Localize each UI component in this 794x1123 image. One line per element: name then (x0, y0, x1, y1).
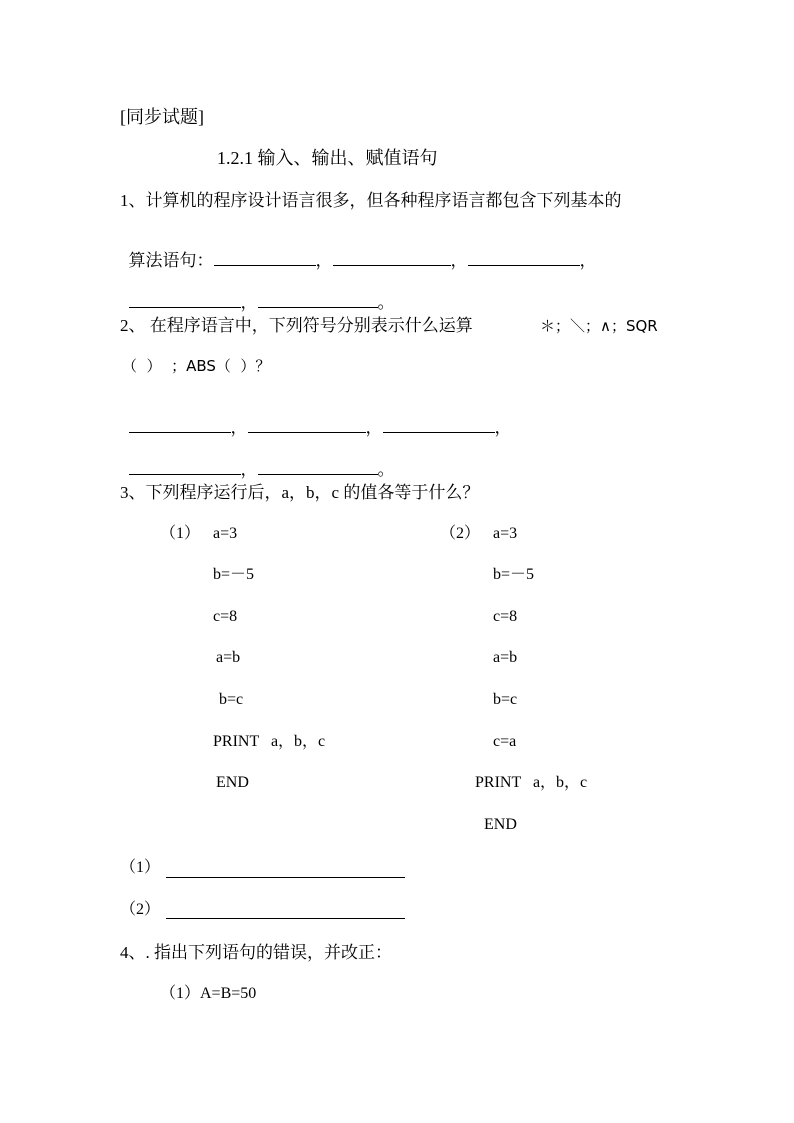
q1-text-line3 (120, 275, 395, 311)
prog1-line: PRINT a，b，c (213, 733, 326, 750)
q1-blank-1[interactable] (214, 250, 316, 266)
answer-2-blank[interactable] (166, 918, 405, 919)
section-tag: [同步试题] (120, 107, 204, 127)
q2-answer-line1 (120, 400, 512, 436)
q3-title: 3、下列程序运行后，a，b，c 的值各等于什么？ (120, 483, 480, 502)
prog2-label: （2） (440, 525, 481, 542)
q1-text-line1: 1、计算机的程序设计语言很多，但各种程序语言都包含下列基本的 (120, 191, 622, 210)
prog2-line: c=a (493, 733, 517, 750)
q2-blank-3[interactable] (383, 417, 495, 433)
q2-blank-5[interactable] (258, 459, 378, 475)
prog1-line: a=3 (213, 525, 238, 542)
q1-comma: ， (579, 251, 597, 270)
page-title: 1.2.1 输入、输出、赋值语句 (217, 148, 438, 168)
q2-blank-4[interactable] (129, 459, 241, 475)
answer-2-label: （2） (120, 901, 161, 918)
q1-text-line2 (120, 233, 597, 269)
q1-blank-5[interactable] (258, 292, 378, 308)
q4-item-1: （1）A=B=50 (160, 985, 257, 1002)
q4-title: 4、. 指出下列语句的错误，并改正： (120, 943, 392, 962)
prog1-label: （1） (160, 525, 201, 542)
q2-answer-line2 (120, 442, 395, 478)
prog2-line: b=－5 (493, 566, 535, 583)
prog1-line: b=c (219, 691, 244, 708)
q1-comma: ， (450, 251, 468, 270)
q1-period: 。 (377, 293, 395, 312)
q2-period: 。 (377, 460, 395, 479)
prog2-line: END (484, 816, 517, 833)
q2-comma: ， (365, 418, 383, 437)
prog2-line: b=c (493, 691, 518, 708)
prog2-line: a=b (493, 649, 518, 666)
q2-comma: ， (494, 418, 512, 437)
q2-symbols: ＊；＼；∧；SQR (540, 317, 658, 335)
prog1-line: b=－5 (213, 566, 255, 583)
q2-blank-2[interactable] (248, 417, 366, 433)
q1-blank-4[interactable] (129, 292, 241, 308)
prog2-line: PRINT a，b，c (475, 774, 588, 791)
q2-text-line1: 2、 在程序语言中，下列符号分别表示什么运算 (120, 316, 473, 335)
q2-comma: ， (230, 418, 248, 437)
q1-comma: ， (315, 251, 333, 270)
prog1-line: a=b (216, 649, 241, 666)
answer-1-label: （1） (120, 859, 161, 876)
q1-blank-3[interactable] (468, 250, 580, 266)
prog2-line: c=8 (493, 608, 518, 625)
prog1-line: c=8 (213, 608, 238, 625)
q1-comma: ， (240, 293, 258, 312)
prog2-line: a=3 (493, 525, 518, 542)
prog1-line: END (216, 774, 249, 791)
answer-1-blank[interactable] (166, 877, 405, 878)
q2-text-line2: （ ） ；ABS（ ）？ (122, 357, 271, 375)
q1-prefix: 算法语句： (128, 251, 214, 270)
q2-blank-1[interactable] (129, 417, 231, 433)
q2-comma: ， (240, 460, 258, 479)
q1-blank-2[interactable] (333, 250, 451, 266)
